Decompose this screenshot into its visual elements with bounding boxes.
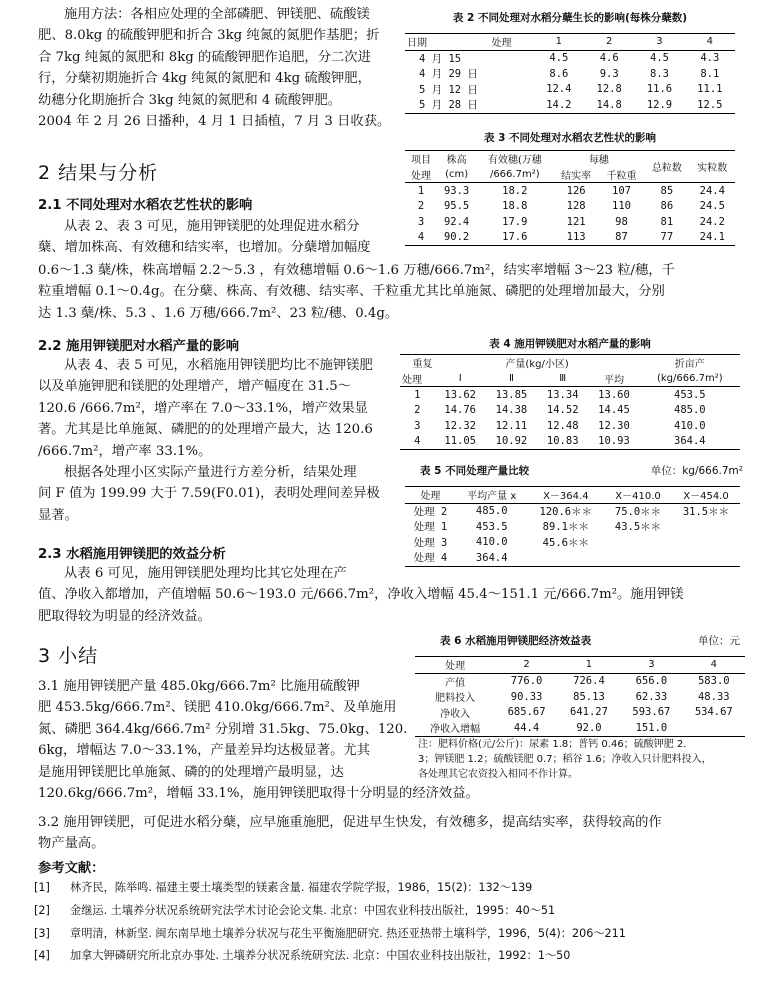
table-cell: 12.48 — [546, 419, 579, 432]
text-line: 蘖、增加株高、有效穗和结实率，也增加。分蘖增加幅度 — [38, 240, 371, 256]
table-cell: 641.27 — [570, 706, 608, 719]
table-cell: 4 月 29 日 — [419, 68, 478, 81]
table-header-cell: 实粒数 — [697, 163, 728, 174]
table-header-cell: 2 — [605, 36, 613, 48]
table-header-cell: 处理 — [402, 374, 422, 386]
table-cell: 98 — [615, 215, 628, 228]
table-cell: 13.60 — [598, 388, 630, 401]
table-cell: 95.5 — [443, 200, 470, 213]
table-header-row — [400, 371, 740, 387]
references-title: 参考文献： — [38, 861, 105, 876]
table-cell: 11.6 — [646, 83, 673, 96]
text-line: 3.1 施用钾镁肥产量 485.0kg/666.7m² 比施用硫酸钾 — [38, 679, 360, 694]
table-5-caption: 表 5 不同处理产量比较 — [420, 465, 530, 477]
text-line: 0.6～1.3 蘖/株，株高增幅 2.2～5.3 ，有效穗增幅 0.6～1.6 万穗/666.7m²，结实率增幅 3～23 粒/穗，千 — [38, 263, 675, 278]
reference-item — [34, 923, 754, 946]
text-line: 从表 6 可见，施用钾镁肥处理均比其它处理在产 — [64, 566, 347, 581]
table-header-cell: 处理 — [420, 491, 441, 503]
table-row — [400, 403, 740, 419]
note-line: 各处理其它农资投入相同不作计算。 — [418, 769, 578, 780]
text-line: 从表 2、表 3 可见，施用钾镁肥的处理促进水稻分 — [64, 219, 360, 234]
intro-line: 肥、8.0kg 的硫酸钾肥和折合 3kg 纯氮的氮肥作基肥；折 — [38, 28, 380, 44]
table-header-cell: 平均 — [603, 374, 624, 386]
text-line: 3.2 施用钾镁肥，可促进水稻分蘖，应早施重施肥，促进早生快发，有效穗多，提高结实率，获得较高的作 — [38, 815, 662, 830]
table-cell: 656.0 — [635, 675, 668, 688]
table-row — [405, 82, 735, 98]
table-cell: 485.0 — [475, 505, 508, 518]
table-cell: 77 — [660, 231, 674, 244]
table-header-cell: 4 — [706, 36, 713, 48]
table-row — [400, 387, 740, 403]
text-line: /666.7m²，增产率 33.1%。 — [38, 443, 212, 459]
table-cell: 583.0 — [697, 675, 730, 688]
table-cell: 11.1 — [697, 83, 723, 96]
table-cell: 453.5 — [674, 388, 706, 401]
table-cell: 151.0 — [635, 721, 668, 734]
reference-number: [4] — [34, 949, 50, 963]
table-cell: 14.76 — [444, 404, 476, 417]
table-header-cell: 株高 — [446, 155, 467, 167]
table-cell: 产值 — [445, 677, 466, 689]
table-header-cell: 1 — [585, 659, 593, 671]
table-header-cell: 3 — [648, 659, 655, 671]
table-cell: 18.2 — [502, 184, 528, 197]
table-cell: 593.67 — [632, 706, 671, 719]
table-cell: 92.0 — [576, 721, 602, 734]
table-header-cell: 每穗 — [588, 155, 609, 167]
table-cell: 4.5 — [650, 52, 669, 65]
table-cell: 364.4 — [674, 435, 706, 448]
table-cell: 85 — [660, 184, 674, 197]
reference-text: 加拿大钾磷研究所北京办事处. 土壤养分状况系统研究法. 北京：中国农业科技出版社，1992：1～50 — [70, 949, 571, 963]
table-cell: 肥料投入 — [435, 693, 476, 705]
table-cell: 17.6 — [502, 231, 528, 244]
table-cell: 13.34 — [546, 388, 579, 401]
table-cell — [683, 720, 745, 736]
table-cell: 453.5 — [475, 520, 508, 533]
table-4-caption: 表 4 施用钾镁肥对水稻产量的影响 — [489, 338, 651, 350]
section-2-3-title: 2.3 水稻施用钾镁肥的效益分析 — [38, 547, 226, 562]
table-cell: 89.1＊＊ — [542, 521, 589, 534]
text-line: 著。尤其是比单施氮、磷肥的的处理增产最大，达 120.6 — [38, 422, 373, 438]
table-cell: 410.0 — [674, 419, 706, 432]
table-row — [405, 50, 735, 66]
table-cell: 45.6＊＊ — [542, 536, 589, 549]
table-cell: 24.5 — [699, 200, 725, 213]
table-row — [405, 519, 740, 535]
table-header-row — [415, 657, 745, 674]
table-cell: 120.6＊＊ — [539, 505, 593, 518]
table-cell: 1 — [417, 184, 425, 197]
table-cell: 87 — [615, 231, 628, 244]
table-cell: 62.33 — [635, 690, 668, 703]
table-cell — [672, 519, 740, 535]
table-header-cell: 1 — [555, 36, 563, 48]
section-2-2-title: 2.2 施用钾镁肥对水稻产量的影响 — [38, 339, 240, 354]
reference-item — [34, 945, 754, 968]
text-line: 120.6kg/666.7m²，增幅 33.1%，施用钾镁肥取得十分明显的经济效益。 — [38, 786, 479, 802]
section-3-2-text — [38, 812, 758, 855]
table-cell: 4.3 — [700, 52, 720, 65]
table-cell: 8.1 — [700, 67, 720, 80]
table-cell: 2 — [417, 200, 425, 213]
table-header-cell: Ⅲ — [559, 372, 567, 384]
table-header-row — [405, 487, 740, 504]
note-line: 3；钾镁肥 1.2；硫酸镁肥 0.7；稻谷 1.6；净收入只计肥料投入， — [418, 754, 712, 765]
table-header-cell: 项目 — [411, 155, 432, 167]
table-cell: 24.1 — [699, 231, 725, 244]
table-row — [405, 503, 740, 519]
table-cell: 48.33 — [697, 690, 730, 703]
table-header-cell: 处理 — [491, 38, 512, 50]
table-cell: 3 — [414, 419, 421, 432]
table-cell: 12.9 — [646, 98, 673, 111]
table-cell: 1 — [414, 388, 421, 401]
table-cell: 31.5＊＊ — [682, 505, 730, 518]
table-cell: 126 — [566, 184, 586, 197]
table-cell: 处理 4 — [413, 552, 448, 565]
section-2-1-title: 2.1 不同处理对水稻农艺性状的影响 — [38, 198, 253, 213]
table-cell — [672, 550, 740, 566]
table-2-caption: 表 2 不同处理对水稻分蘖生长的影响(每株分蘖数) — [452, 12, 688, 24]
table-cell: 85.13 — [573, 690, 605, 703]
table-header-cell: (kg/666.7m²) — [656, 372, 723, 384]
table-row — [415, 689, 745, 705]
table-row — [405, 66, 735, 82]
table-header-cell: 折亩产 — [674, 359, 705, 371]
table-cell: 14.45 — [598, 404, 630, 417]
intro-line: 行，分蘖初期施折合 4kg 纯氮的氮肥和 4kg 硫酸钾肥， — [38, 71, 371, 87]
table-cell: 4 — [417, 231, 425, 244]
table-cell: 44.4 — [513, 721, 540, 734]
table-cell: 14.8 — [596, 98, 622, 111]
table-header-cell: 总粒数 — [651, 163, 682, 174]
table-row — [400, 434, 740, 450]
table-row — [400, 418, 740, 434]
text-line: 间 F 值为 199.99 大于 7.59(F0.01)，表明处理间差异极 — [38, 486, 380, 502]
table-header-row — [405, 151, 735, 167]
table-header-cell: 2 — [523, 659, 530, 671]
table-cell: 12.30 — [598, 419, 630, 432]
intro-line: 幼穗分化期施折合 3kg 纯氮的氮肥和 4 硫酸钾肥。 — [38, 92, 342, 108]
table-cell: 10.93 — [598, 435, 630, 448]
section-2-2-text — [38, 355, 396, 526]
table-row — [415, 673, 745, 689]
table-cell: 776.0 — [510, 675, 543, 688]
table-cell: 121 — [566, 215, 586, 228]
table-header-cell: X－454.0 — [683, 491, 729, 503]
table-header-cell: 重复 — [412, 359, 433, 371]
intro-line: 合 7kg 纯氮的氮肥和 8kg 的硫酸钾肥作追肥，分二次进 — [38, 49, 371, 65]
table-cell: 12.11 — [495, 419, 528, 432]
table-cell: 12.8 — [596, 83, 622, 96]
table-3 — [405, 150, 735, 246]
text-line: 从表 4、表 5 可见，水稻施用钾镁肥均比不施钾镁肥 — [64, 358, 373, 373]
table-cell: 处理 3 — [413, 536, 448, 549]
table-header-row — [400, 355, 740, 371]
table-cell: 4.5 — [549, 52, 569, 65]
note-line: 注：肥料价格(元/公斤)：尿素 1.8；普钙 0.46；硫酸钾肥 2. — [418, 739, 687, 750]
table-cell: 92.4 — [443, 215, 470, 228]
table-cell: 110 — [612, 200, 631, 213]
table-header-cell: 4 — [710, 659, 717, 671]
table-header-cell: 有效穗(万穗 — [487, 155, 542, 167]
table-cell: 17.9 — [502, 215, 528, 228]
table-5 — [405, 486, 740, 567]
table-row — [405, 214, 735, 230]
table-header-cell: 日期 — [407, 38, 427, 50]
table-4 — [400, 354, 740, 450]
table-5-unit: 单位：kg/666.7m² — [650, 465, 743, 477]
reference-number: [2] — [34, 903, 50, 917]
table-row — [405, 535, 740, 551]
section-3-title: 3 小结 — [38, 645, 99, 667]
reference-text: 章明清，林新坚. 闽东南旱地土壤养分状况与花生平衡施肥研究. 热还亚热带土壤科学，1996，5(4)：206～211 — [70, 926, 626, 940]
section-2-1-fullwidth — [38, 260, 738, 324]
table-cell — [672, 535, 740, 551]
reference-text: 林齐民，陈举鸣. 福建主要土壤类型的镁素含量. 福建农学院学报，1986，15(2)：132～139 — [70, 881, 533, 894]
table-header-cell: X－364.4 — [543, 491, 589, 503]
table-cell: 净收入 — [440, 708, 471, 720]
text-line: 值、净收入都增加，产值增幅 50.6～193.0 元/666.7m²，净收入增幅 45.4～151.1 元/666.7m²。施用钾镁 — [38, 587, 684, 603]
table-cell: 485.0 — [674, 404, 706, 417]
table-cell: 90.2 — [443, 231, 470, 244]
table-6-caption: 表 6 水稻施用钾镁肥经济效益表 — [440, 635, 592, 647]
table-header-cell: 产量(kg/小区) — [505, 359, 569, 371]
table-header-cell: /666.7m²) — [489, 168, 540, 180]
table-cell: 11.05 — [444, 435, 476, 448]
table-2 — [405, 33, 735, 114]
table-header-cell: Ⅰ — [458, 372, 462, 384]
intro-paragraph — [38, 4, 396, 132]
table-header-cell: 处理 — [411, 170, 432, 182]
table-header-cell: Ⅱ — [508, 372, 514, 384]
text-line: 显著。 — [38, 507, 78, 523]
table-cell: 24.4 — [699, 184, 725, 197]
table-cell: 12.4 — [546, 83, 572, 96]
table-header-cell: 千粒重 — [606, 170, 637, 182]
table-row — [405, 230, 735, 246]
table-cell — [604, 550, 672, 566]
table-header-cell: X－410.0 — [615, 491, 661, 503]
section-2-3-text — [38, 563, 758, 627]
section-2-1-text — [38, 216, 396, 259]
table-cell: 10.92 — [495, 435, 528, 448]
table-cell: 10.83 — [546, 435, 579, 448]
reference-text: 金继运. 土壤养分状况系统研究法学术讨论会论文集. 北京：中国农业科技出版社，1995：40～51 — [70, 903, 556, 917]
table-cell: 5 月 28 日 — [419, 99, 478, 112]
table-3-caption: 表 3 不同处理对水稻农艺性状的影响 — [483, 132, 657, 144]
text-line: 是施用钾镁肥比单施氮、磷的的处理增产最明显，达 — [38, 764, 344, 780]
table-cell: 13.62 — [444, 388, 476, 401]
table-header-cell: 平均产量 x — [467, 491, 517, 503]
table-6 — [415, 656, 745, 737]
section-2-title: 2 结果与分析 — [38, 162, 159, 184]
table-cell: 净收入增幅 — [430, 724, 481, 736]
text-line: 粒重增幅 0.1～0.4g。在分蘖、株高、有效穗、结实率、千粒重尤其比单施氮、磷肥的处理增加最大，分别 — [38, 284, 665, 300]
table-cell: 4.6 — [599, 52, 619, 65]
text-line: 物产量高。 — [38, 836, 105, 852]
table-cell: 12.5 — [697, 98, 723, 111]
table-cell: 81 — [660, 215, 674, 228]
table-cell: 113 — [566, 231, 586, 244]
table-cell — [604, 535, 672, 551]
table-cell — [528, 550, 604, 566]
table-cell: 534.67 — [694, 706, 733, 719]
table-cell: 364.4 — [475, 551, 508, 564]
table-cell: 4 — [414, 435, 421, 448]
table-cell: 8.3 — [650, 67, 669, 80]
reference-item — [34, 900, 754, 923]
table-row — [405, 97, 735, 113]
table-cell: 14.2 — [546, 98, 572, 111]
table-row — [405, 183, 735, 199]
table-cell: 2 — [414, 404, 421, 417]
table-cell: 处理 2 — [413, 505, 448, 518]
table-cell: 90.33 — [510, 690, 543, 703]
table-cell: 5 月 12 日 — [419, 83, 478, 96]
table-row — [405, 199, 735, 215]
table-row — [405, 550, 740, 566]
table-cell: 86 — [660, 200, 674, 213]
table-cell: 处理 1 — [413, 521, 448, 534]
table-cell: 43.5＊＊ — [614, 521, 662, 534]
text-line: 肥取得较为明显的经济效益。 — [38, 608, 211, 624]
table-cell: 13.85 — [495, 388, 528, 401]
table-cell: 14.52 — [546, 404, 579, 417]
table-header-cell: (cm) — [445, 168, 469, 180]
reference-number: [3] — [34, 926, 50, 940]
table-cell: 14.38 — [495, 404, 528, 417]
text-line: 6kg，增幅达 7.0～33.1%，产量差异均达极显著。尤其 — [38, 743, 370, 759]
table-row — [415, 705, 745, 721]
intro-line: 施用方法：各相应处理的全部磷肥、钾镁肥、硫酸镁 — [64, 7, 370, 22]
table-header-cell: 处理 — [445, 661, 466, 673]
table-cell: 410.0 — [475, 536, 508, 549]
table-header-row — [405, 34, 735, 51]
table-cell: 12.32 — [444, 419, 476, 432]
table-cell: 24.2 — [699, 215, 725, 228]
references-list — [34, 877, 754, 968]
intro-line: 2004 年 2 月 26 日播种，4 月 1 日插植，7 月 3 日收获。 — [38, 114, 391, 130]
table-row — [415, 720, 745, 736]
table-header-cell: 结实率 — [561, 170, 592, 182]
table-cell: 18.8 — [502, 200, 528, 213]
table-cell: 128 — [566, 200, 586, 213]
table-cell: 3 — [417, 215, 425, 228]
text-line: 达 1.3 蘖/株、5.3 、1.6 万穗/666.7m²、23 粒/穗、0.4g。 — [38, 305, 399, 321]
text-line: 120.6 /666.7m²，增产率在 7.0～33.1%，增产效果显 — [38, 400, 368, 416]
table-6-note — [418, 737, 748, 782]
reference-item — [34, 877, 754, 900]
text-line: 肥 453.5kg/666.7m²、镁肥 410.0kg/666.7m²、及单施用 — [38, 700, 397, 716]
text-line: 氮、磷肥 364.4kg/666.7m² 分别增 31.5kg、75.0kg、120. — [38, 721, 408, 737]
table-cell: 9.3 — [599, 67, 619, 80]
table-cell: 107 — [612, 184, 631, 197]
table-cell: 93.3 — [443, 184, 470, 197]
text-line: 根据各处理小区实际产量进行方差分析，结果处理 — [64, 465, 357, 481]
reference-number: [1] — [34, 881, 50, 894]
table-6-unit: 单位：元 — [698, 635, 740, 647]
table-cell: 8.6 — [549, 67, 569, 80]
table-cell: 685.67 — [507, 706, 546, 719]
table-cell: 75.0＊＊ — [614, 505, 662, 518]
text-line: 以及单施钾肥和镁肥的处理增产，增产幅度在 31.5～ — [38, 379, 352, 395]
table-header-cell: 3 — [656, 36, 663, 48]
table-cell: 726.4 — [573, 675, 605, 688]
table-cell: 4 月 15 — [419, 52, 462, 65]
